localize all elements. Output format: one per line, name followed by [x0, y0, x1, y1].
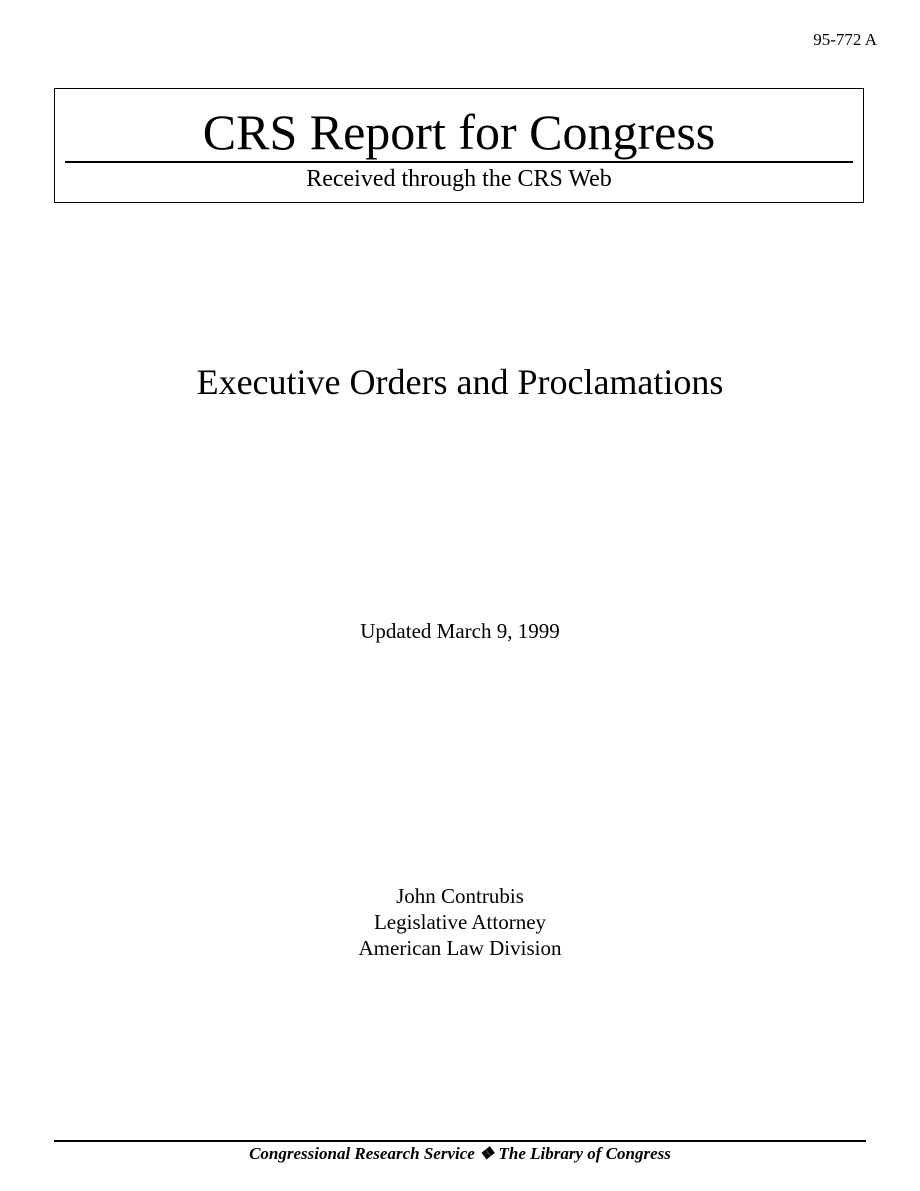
report-header-box [54, 88, 864, 203]
footer-divider [54, 1140, 866, 1142]
author-block [0, 883, 920, 961]
report-series-title: CRS Report for Congress [202, 104, 716, 160]
footer-text: Congressional Research Service ❖ The Library of Congress [249, 1144, 671, 1163]
updated-date: Updated March 9, 1999 [360, 619, 560, 643]
author-division: American Law Division [358, 936, 562, 960]
header-divider [65, 161, 853, 163]
author-position: Legislative Attorney [373, 910, 547, 934]
report-series-subtitle: Received through the CRS Web [306, 166, 612, 192]
report-number: 95-772 A [813, 30, 877, 49]
author-name: John Contrubis [396, 884, 524, 908]
document-title: Executive Orders and Proclamations [196, 362, 724, 402]
